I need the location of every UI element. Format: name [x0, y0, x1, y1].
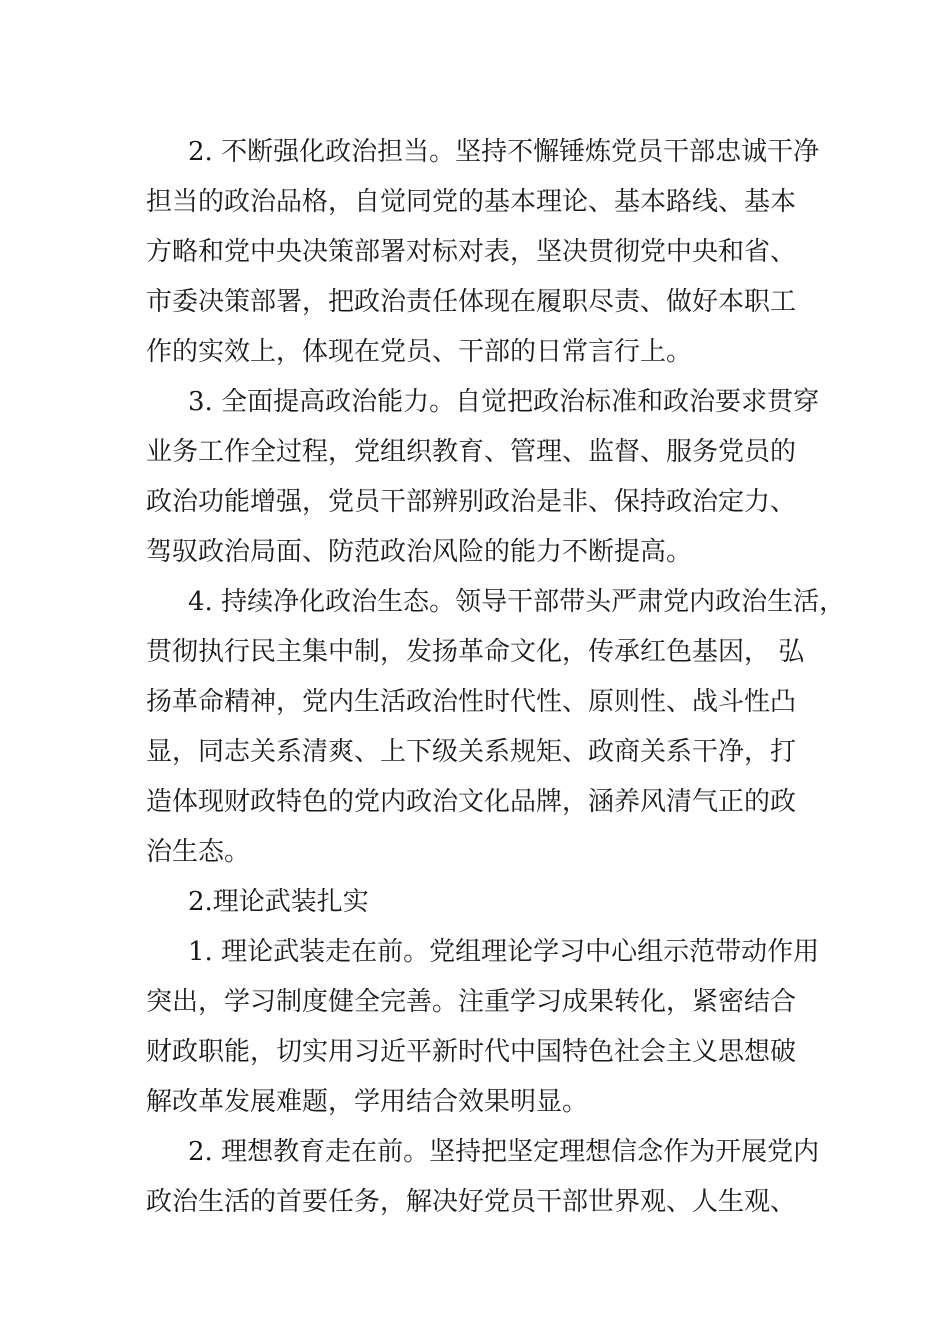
text-line: 政治生活的首要任务，解决好党员干部世界观、人生观、	[146, 1187, 797, 1217]
text-line: 驾驭政治局面、防范政治风险的能力不断提高。	[146, 537, 693, 567]
text-line: 显，同志关系清爽、上下级关系规矩、政商关系干净，打	[146, 737, 797, 767]
text-line: 2. 不断强化政治担当。坚持不懈锤炼党员干部忠诚干净	[188, 137, 820, 167]
text-line: 治生态。	[146, 837, 251, 867]
text-line: 担当的政治品格，自觉同党的基本理论、基本路线、基本	[146, 187, 797, 217]
text-line: 作的实效上，体现在党员、干部的日常言行上。	[146, 337, 693, 367]
text-line: 政治功能增强，党员干部辨别政治是非、保持政治定力、	[146, 487, 797, 517]
text-line: 扬革命精神，党内生活政治性时代性、原则性、战斗性凸	[146, 687, 797, 717]
section-heading: 2.理论武装扎实	[188, 887, 369, 917]
text-line: 2. 理想教育走在前。坚持把坚定理想信念作为开展党内	[188, 1137, 820, 1167]
document-body	[146, 127, 846, 1227]
text-line: 方略和党中央决策部署对标对表，坚决贯彻党中央和省、	[146, 237, 797, 267]
text-line: 贯彻执行民主集中制，发扬革命文化，传承红色基因， 弘	[146, 637, 805, 667]
text-line: 财政职能，切实用习近平新时代中国特色社会主义思想破	[146, 1037, 797, 1067]
text-line: 4. 持续净化政治生态。领导干部带头严肃党内政治生活，	[188, 587, 846, 617]
text-line: 造体现财政特色的党内政治文化品牌，涵养风清气正的政	[146, 787, 797, 817]
text-line: 1. 理论武装走在前。党组理论学习中心组示范带动作用	[188, 937, 820, 967]
text-line: 业务工作全过程，党组织教育、管理、监督、服务党员的	[146, 437, 797, 467]
text-line: 市委决策部署，把政治责任体现在履职尽责、做好本职工	[146, 287, 797, 317]
text-line: 突出，学习制度健全完善。注重学习成果转化，紧密结合	[146, 987, 797, 1017]
text-line: 解改革发展难题，学用结合效果明显。	[146, 1087, 589, 1117]
text-line: 3. 全面提高政治能力。自觉把政治标准和政治要求贯穿	[188, 387, 820, 417]
